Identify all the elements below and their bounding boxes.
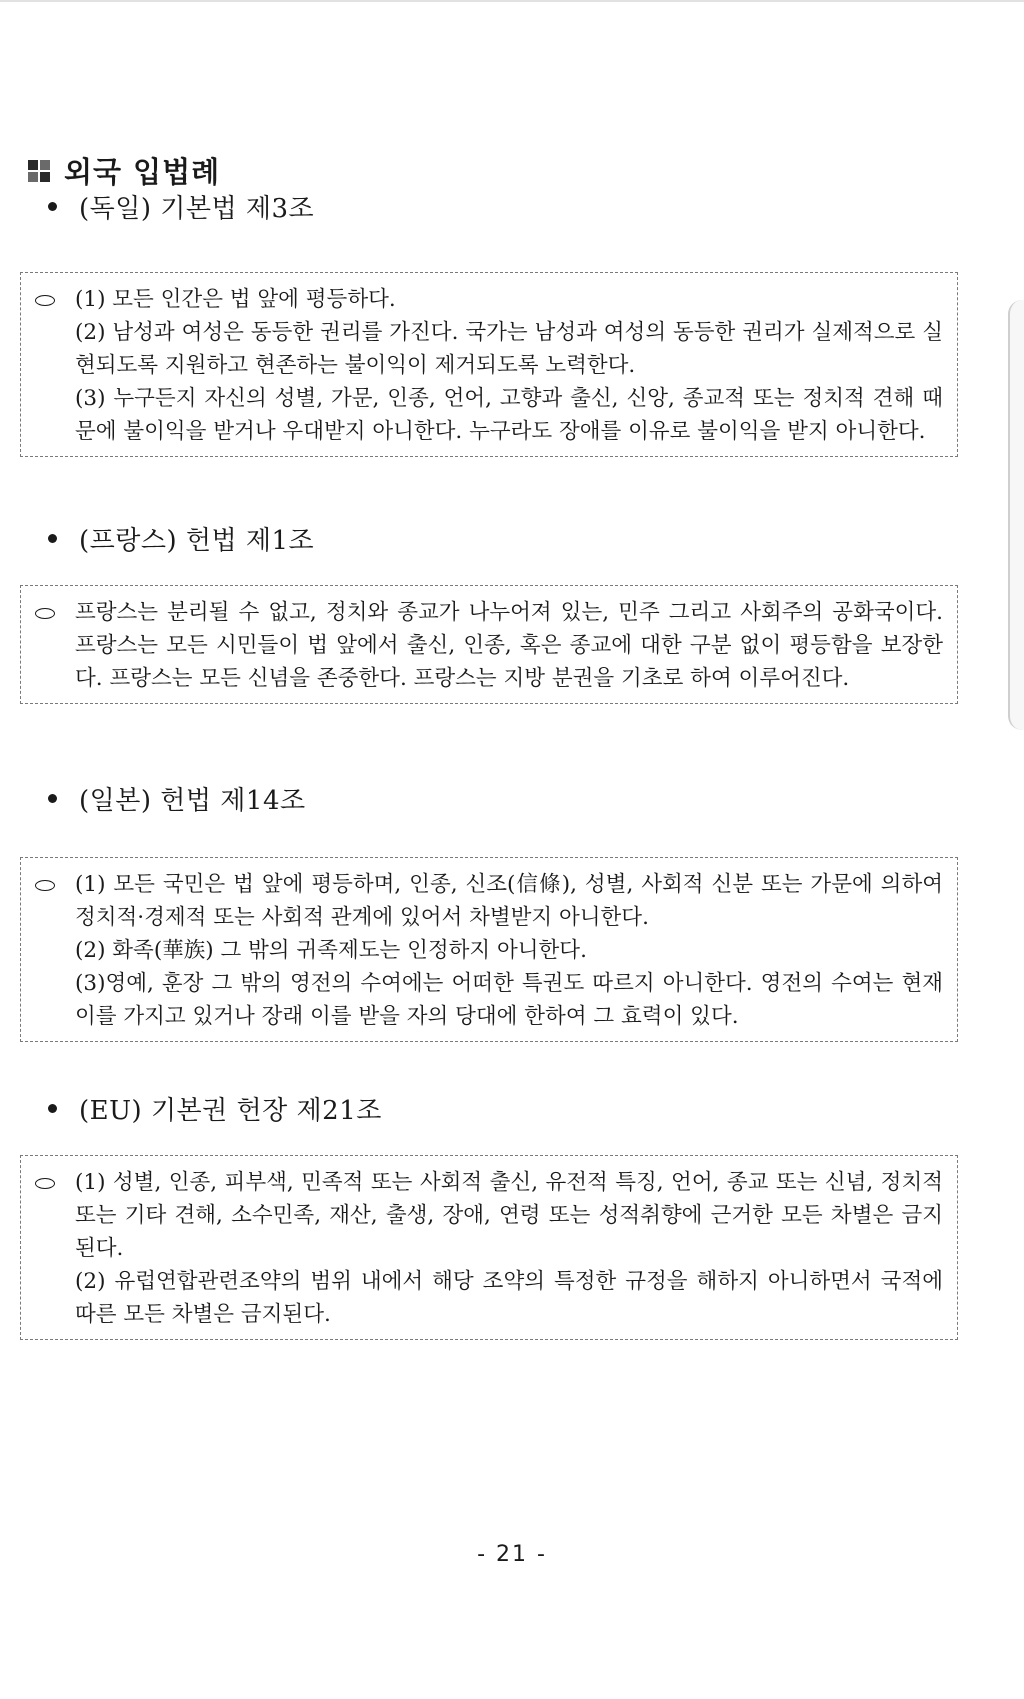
circle-bullet-icon [35, 880, 55, 891]
law-item [35, 868, 943, 1033]
page-edge-decoration [1008, 300, 1024, 730]
page-title: 외국 입법례 [64, 155, 221, 189]
bullet-icon [48, 202, 57, 211]
law-paragraph: 프랑스는 분리될 수 없고, 정치와 종교가 나누어져 있는, 민주 그리고 사회주의 공화국이다. 프랑스는 모든 시민들이 법 앞에서 출신, 인종, 혹은 종교에 대한 구분 없이 평등함을 보장한다. 프랑스는 모든 신념을 존중한다. 프랑스는 지방 분권을 기초로 하여 이루어진다. [75, 600, 943, 691]
law-title-text: (독일) 기본법 제3조 [79, 194, 315, 224]
law-paragraph: (3) 누구든지 자신의 성별, 가문, 인종, 언어, 고향과 출신, 신앙, 종교적 또는 정치적 견해 때문에 불이익을 받거나 우대받지 아니한다. 누구라도 장애를 이유로 불이익을 받지 아니한다. [75, 386, 943, 444]
law-paragraph: (3)영예, 훈장 그 밖의 영전의 수여에는 어떠한 특권도 따르지 아니한다. 영전의 수여는 현재 이를 가지고 있거나 장래 이를 받을 자의 당대에 한하여 그 효력이 있다. [75, 971, 943, 1029]
page-number: - 21 - [477, 1542, 547, 1567]
circle-bullet-icon [35, 295, 55, 306]
law-title-text: (프랑스) 헌법 제1조 [79, 526, 315, 556]
page-top-border [0, 0, 1024, 2]
law-paragraph: (1) 모든 인간은 법 앞에 평등하다. [75, 287, 396, 312]
law-title-eu [48, 1090, 382, 1127]
law-box-japan [20, 857, 958, 1042]
law-title-text: (일본) 헌법 제14조 [79, 786, 306, 816]
law-item [35, 283, 943, 448]
law-item [35, 596, 943, 695]
circle-bullet-icon [35, 608, 55, 619]
law-title-germany [48, 188, 314, 225]
law-paragraph: (1) 모든 국민은 법 앞에 평등하며, 인종, 신조(信條), 성별, 사회적 신분 또는 가문에 의하여 정치적·경제적 또는 사회적 관계에 있어서 차별받지 아니한다. [75, 872, 943, 930]
law-paragraph: (1) 성별, 인종, 피부색, 민족적 또는 사회적 출신, 유전적 특징, 언어, 종교 또는 신념, 정치적 또는 기타 견해, 소수민족, 재산, 출생, 장애, 연령 또는 성적취향에 근거한 모든 차별은 금지된다. [75, 1170, 943, 1261]
law-box-france [20, 585, 958, 704]
bullet-icon [48, 534, 57, 543]
section-heading [28, 150, 220, 191]
bullet-icon [48, 794, 57, 803]
bullet-icon [48, 1104, 57, 1113]
law-paragraph: (2) 화족(華族) 그 밖의 귀족제도는 인정하지 아니한다. [75, 938, 587, 963]
law-paragraph: (2) 남성과 여성은 동등한 권리를 가진다. 국가는 남성과 여성의 동등한 권리가 실제적으로 실현되도록 지원하고 현존하는 불이익이 제거되도록 노력한다. [75, 320, 943, 378]
law-title-japan [48, 780, 306, 817]
circle-bullet-icon [35, 1178, 55, 1189]
square-bullet-icon [28, 160, 50, 182]
law-title-text: (EU) 기본권 헌장 제21조 [79, 1096, 382, 1126]
law-box-germany [20, 272, 958, 457]
law-title-france [48, 520, 314, 557]
law-paragraph: (2) 유럽연합관련조약의 범위 내에서 해당 조약의 특정한 규정을 해하지 아니하면서 국적에 따른 모든 차별은 금지된다. [75, 1269, 943, 1327]
law-box-eu [20, 1155, 958, 1340]
law-item [35, 1166, 943, 1331]
